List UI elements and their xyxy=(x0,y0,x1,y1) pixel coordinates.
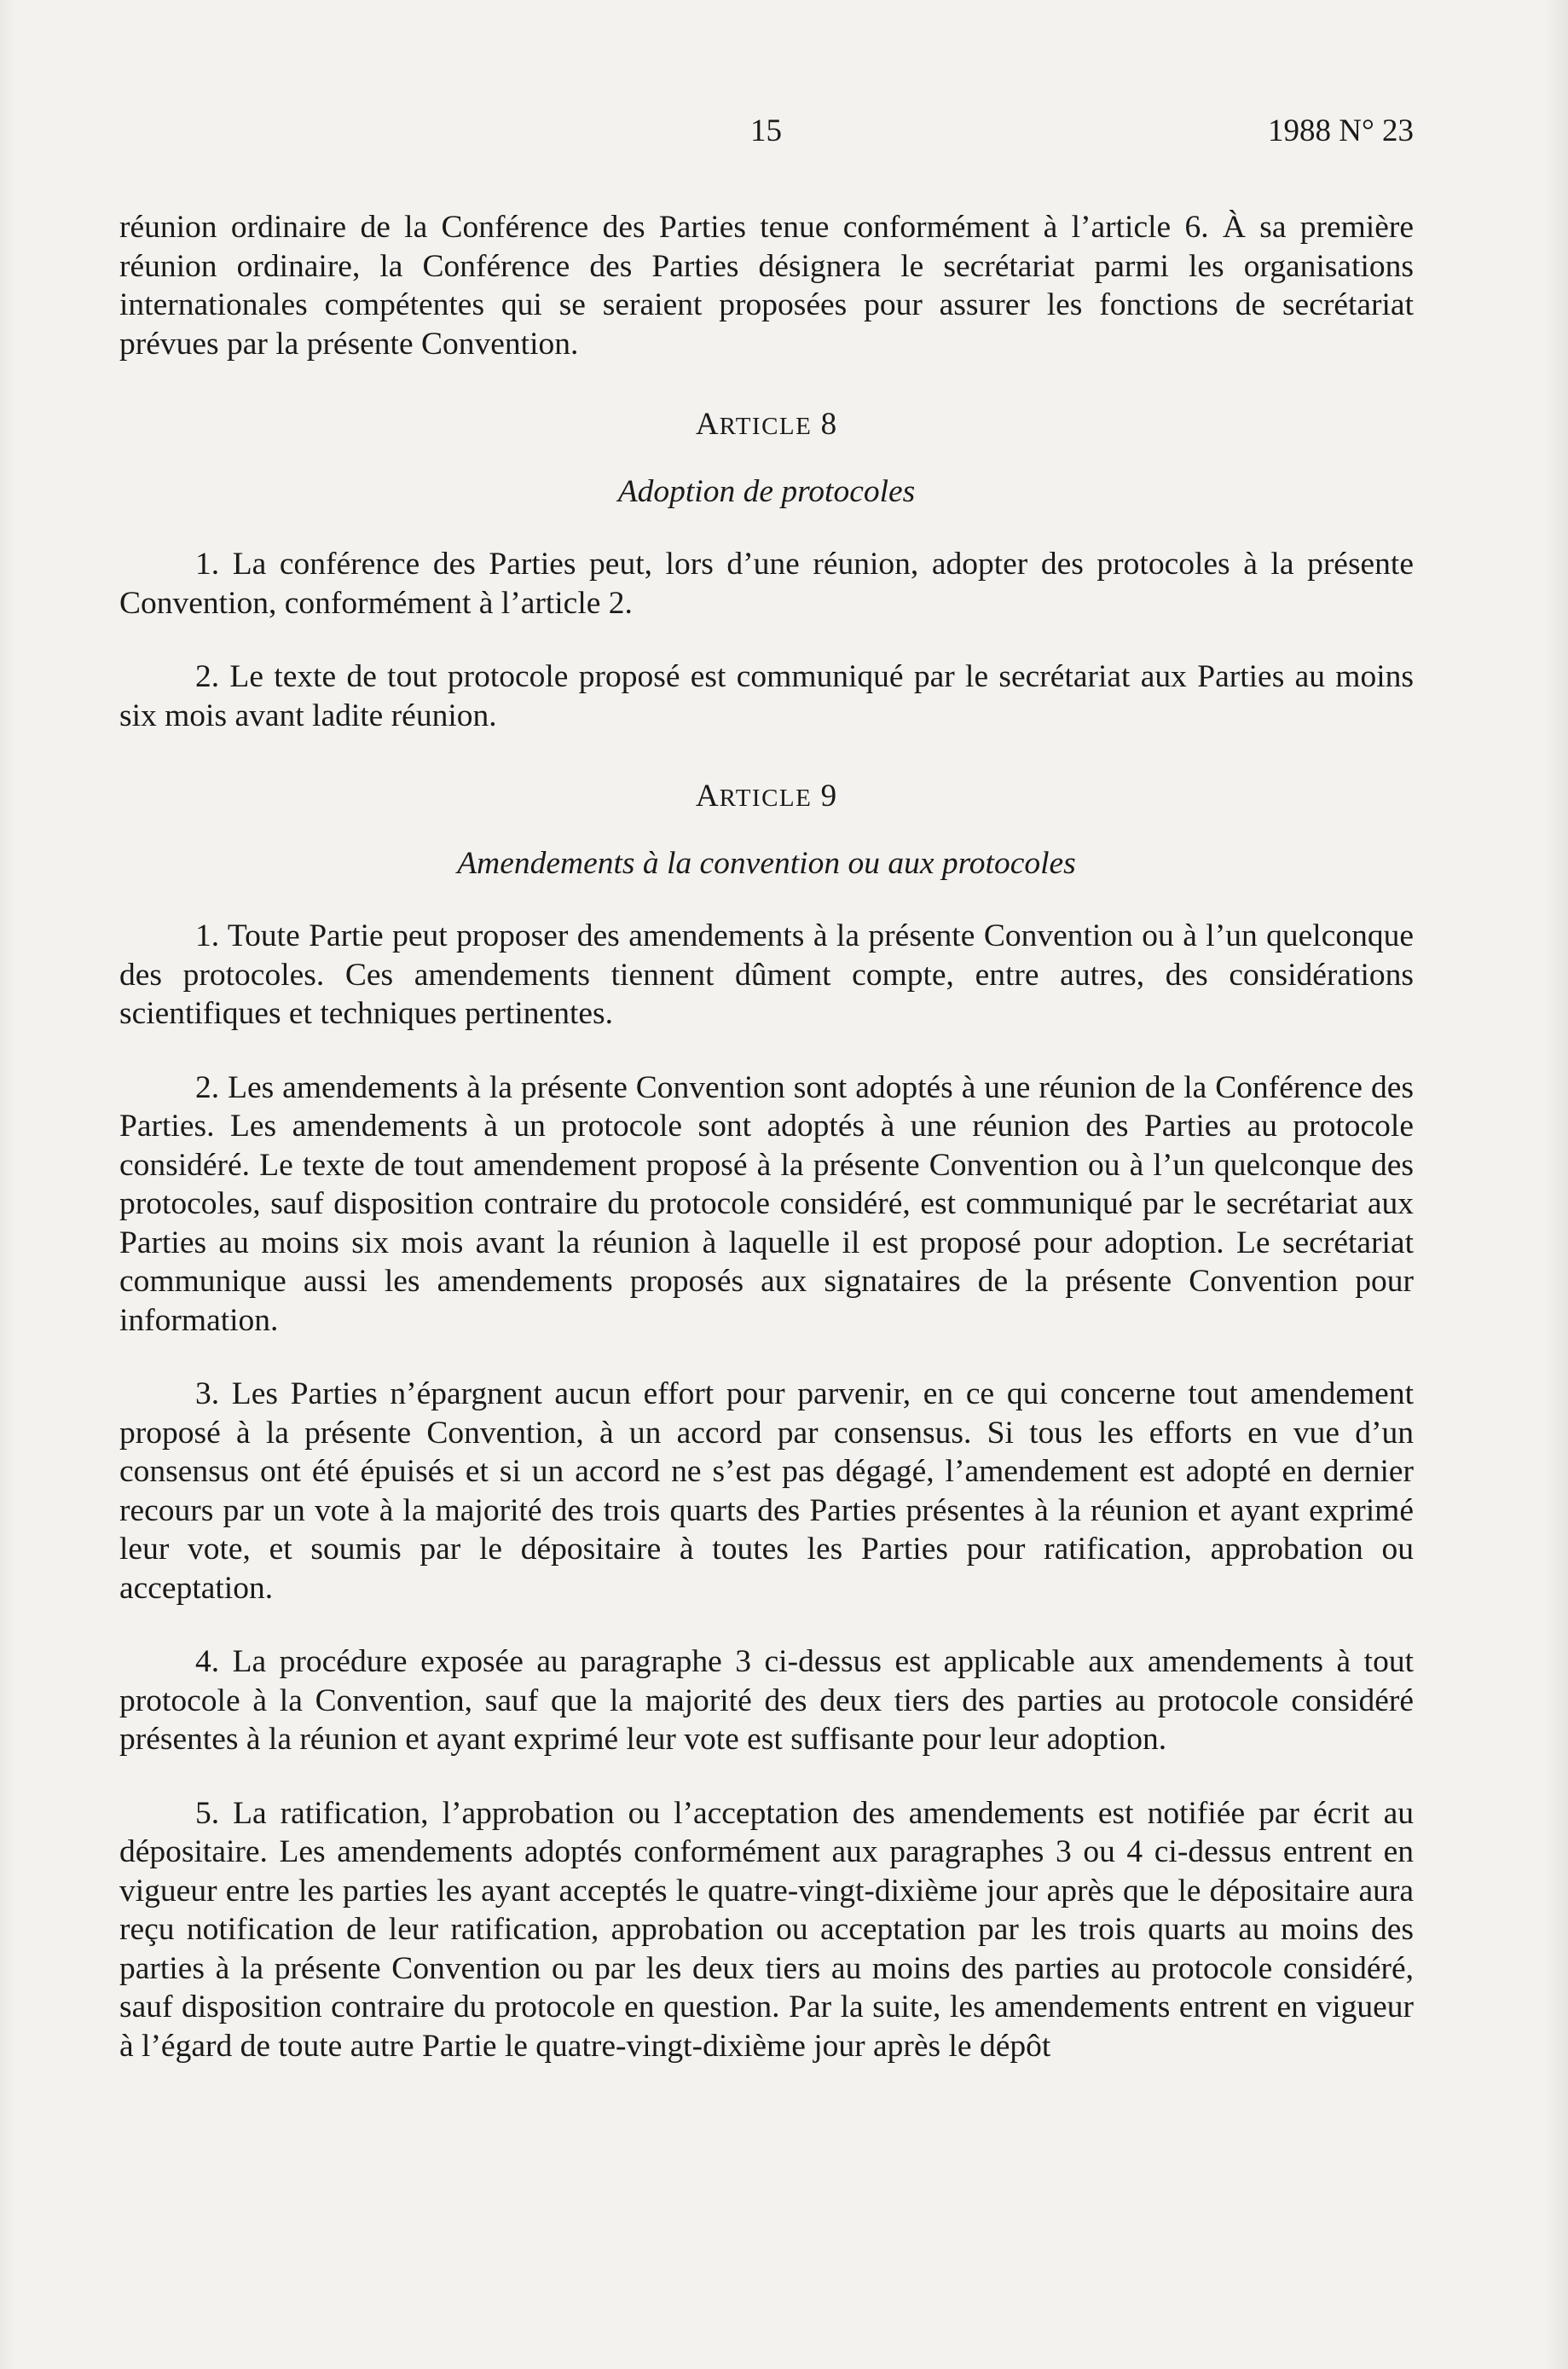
article-9-heading xyxy=(119,777,1414,819)
article-9-paragraph-4: 4. La procédure exposée au paragraphe 3 ci-dessus est applicable aux amendements à tout protocole à la Convention, sauf que la majorité des deux tiers des parties au protocole considéré présentes à la réunion et ayant exprimé leur vote est suffisante pour leur adoption. xyxy=(119,1644,1414,1757)
document-body xyxy=(119,208,1414,2065)
article-8-heading-initial: A xyxy=(695,407,720,442)
article-8-heading xyxy=(119,405,1414,447)
article-9-paragraph-3: 3. Les Parties n’épargnent aucun effort pour parvenir, en ce qui concerne tout amendement proposé à la présente Convention, à un accord par consensus. Si tous les efforts en vue d’un consensus ont été épuisés et si un accord ne s’est pas dégagé, l’amendement est adopté en dernier recours par un vote à la majorité des trois quarts des Parties présentes à la réunion et ayant exprimé leur vote, et soumis par le dépositaire à toutes les Parties pour ratification, approbation ou acceptation. xyxy=(119,1376,1414,1606)
publication-reference: 1988 N° 23 xyxy=(1267,113,1414,148)
article-9-paragraph-2: 2. Les amendements à la présente Convention sont adoptés à une réunion de la Conférence des Parties. Les amendements à un protocole sont adoptés à une réunion des Parties au protocole considéré. Le texte de tout amendement proposé à la présente Convention ou à l’un quelconque des protocoles, sauf disposition contraire du protocole considéré, est communiqué par le secrétariat aux Parties au moins six mois avant la réunion à laquelle il est proposé pour adoption. Le secrétariat communique aussi les amendements proposés aux signataires de la présente Convention pour information. xyxy=(119,1069,1414,1338)
article-9-paragraph-5: 5. La ratification, l’approbation ou l’acceptation des amendements est notifiée par écrit au dépositaire. Les amendements adoptés conformément aux paragraphes 3 ou 4 ci-dessus entrent en vigueur entre les parties les ayant acceptés le quatre-vingt-dixième jour après que le dépositaire aura reçu notification de leur ratification, approbation ou acceptation par les trois quarts au moins des parties à la présente Convention ou par les deux tiers au moins des parties au protocole considéré, sauf disposition contraire du protocole en question. Par la suite, les amendements entrent en vigueur à l’égard de toute autre Partie le quatre-vingt-dixième jour après le dépôt xyxy=(119,1795,1414,2064)
article-8-paragraph-1: 1. La conférence des Parties peut, lors d’une réunion, adopter des protocoles à la présente Convention, conformément à l’article 2. xyxy=(119,547,1414,621)
page-number: 15 xyxy=(750,113,782,148)
article-8-title: Adoption de protocoles xyxy=(617,473,916,509)
article-9-heading-initial: A xyxy=(695,779,720,814)
article-9-number: 9 xyxy=(820,779,838,814)
article-9-paragraph-1: 1. Toute Partie peut proposer des amendements à la présente Convention ou à l’un quelconque des protocoles. Ces amendements tiennent dûment compte, entre autres, des considérations scientifiques et techniques pertinentes. xyxy=(119,918,1414,1031)
page-header xyxy=(119,113,1414,155)
article-8-heading-word: RTICLE xyxy=(719,413,813,440)
article-8-number: 8 xyxy=(820,407,838,442)
article-9-title: Amendements à la convention ou aux protocoles xyxy=(457,845,1076,881)
article-8-paragraph-2: 2. Le texte de tout protocole proposé est communiqué par le secrétariat aux Parties au moins six mois avant ladite réunion. xyxy=(119,659,1414,733)
article-9-heading-word: RTICLE xyxy=(719,785,813,812)
intro-paragraph: réunion ordinaire de la Conférence des Parties tenue conformément à l’article 6. À sa première réunion ordinaire, la Conférence des Parties désignera le secrétariat parmi les organisations internationales compétentes qui se seraient proposées pour assurer les fonctions de secrétariat prévues par la présente Convention. xyxy=(119,210,1414,362)
